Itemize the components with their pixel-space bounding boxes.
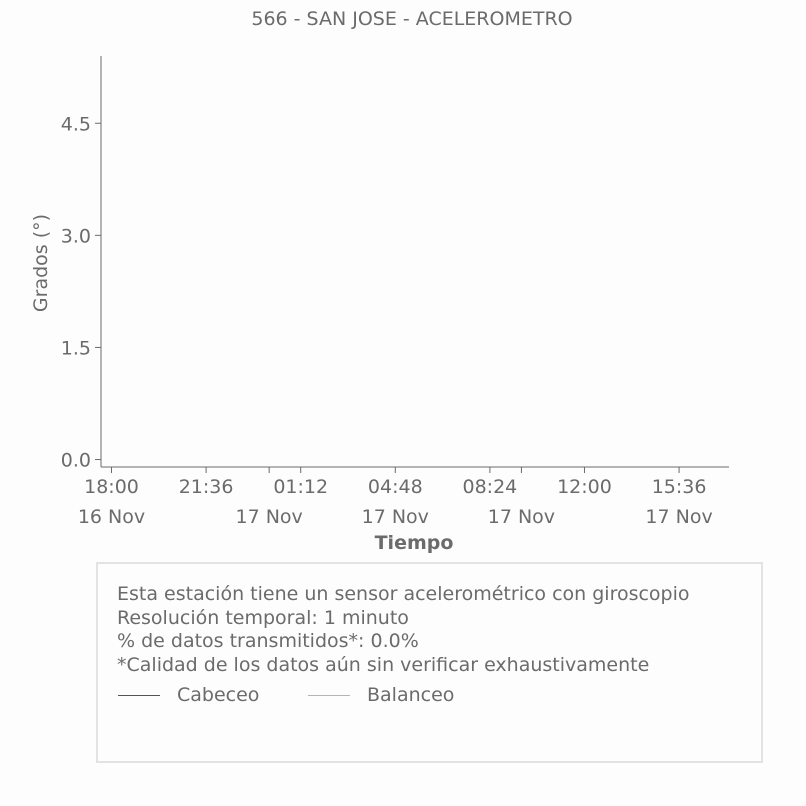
- x-tick-label: 15:36: [651, 476, 707, 498]
- legend-entry-balanceo: [308, 683, 454, 707]
- legend-info-quality-note: *Calidad de los datos aún sin verificar exhaustivamente: [117, 654, 650, 676]
- x-axis-label: Tiempo: [374, 532, 454, 554]
- legend-info-resolution: Resolución temporal: 1 minuto: [117, 607, 409, 629]
- x-tick-date-label: 17 Nov: [645, 506, 713, 528]
- legend-label-cabeceo: Cabeceo: [177, 684, 260, 706]
- legend-swatch-cabeceo: [118, 695, 160, 696]
- plot-area: [61, 56, 729, 528]
- y-tick-label: 4.5: [60, 113, 91, 136]
- x-tick-label: 01:12: [273, 476, 329, 498]
- x-tick-date-label: 17 Nov: [487, 506, 556, 528]
- y-axis-label: Grados (°): [30, 213, 52, 313]
- legend-label-balanceo: Balanceo: [367, 684, 455, 706]
- legend-info-transmitted: % de datos transmitidos*: 0.0%: [117, 630, 419, 652]
- y-tick-label: 1.5: [60, 337, 91, 360]
- legend-entry-cabeceo: [118, 683, 259, 707]
- x-tick-date-label: 16 Nov: [77, 506, 146, 528]
- x-tick-label: 21:36: [178, 476, 234, 498]
- x-tick-label: 12:00: [557, 476, 612, 498]
- x-tick-label: 18:00: [84, 476, 139, 498]
- y-tick-label: 0.0: [60, 449, 91, 472]
- chart-title: 566 - SAN JOSE - ACELEROMETRO: [251, 8, 573, 30]
- x-tick-label: 08:24: [462, 476, 518, 498]
- y-tick-label: 3.0: [60, 225, 91, 248]
- x-tick-date-label: 17 Nov: [361, 506, 429, 528]
- x-tick-label: 04:48: [367, 476, 423, 498]
- x-tick-date-label: 17 Nov: [235, 506, 303, 528]
- legend-box: [96, 562, 763, 763]
- legend-swatch-balanceo: [308, 695, 350, 696]
- legend-info-sensor: Esta estación tiene un sensor acelerométrico con giroscopio: [117, 583, 690, 605]
